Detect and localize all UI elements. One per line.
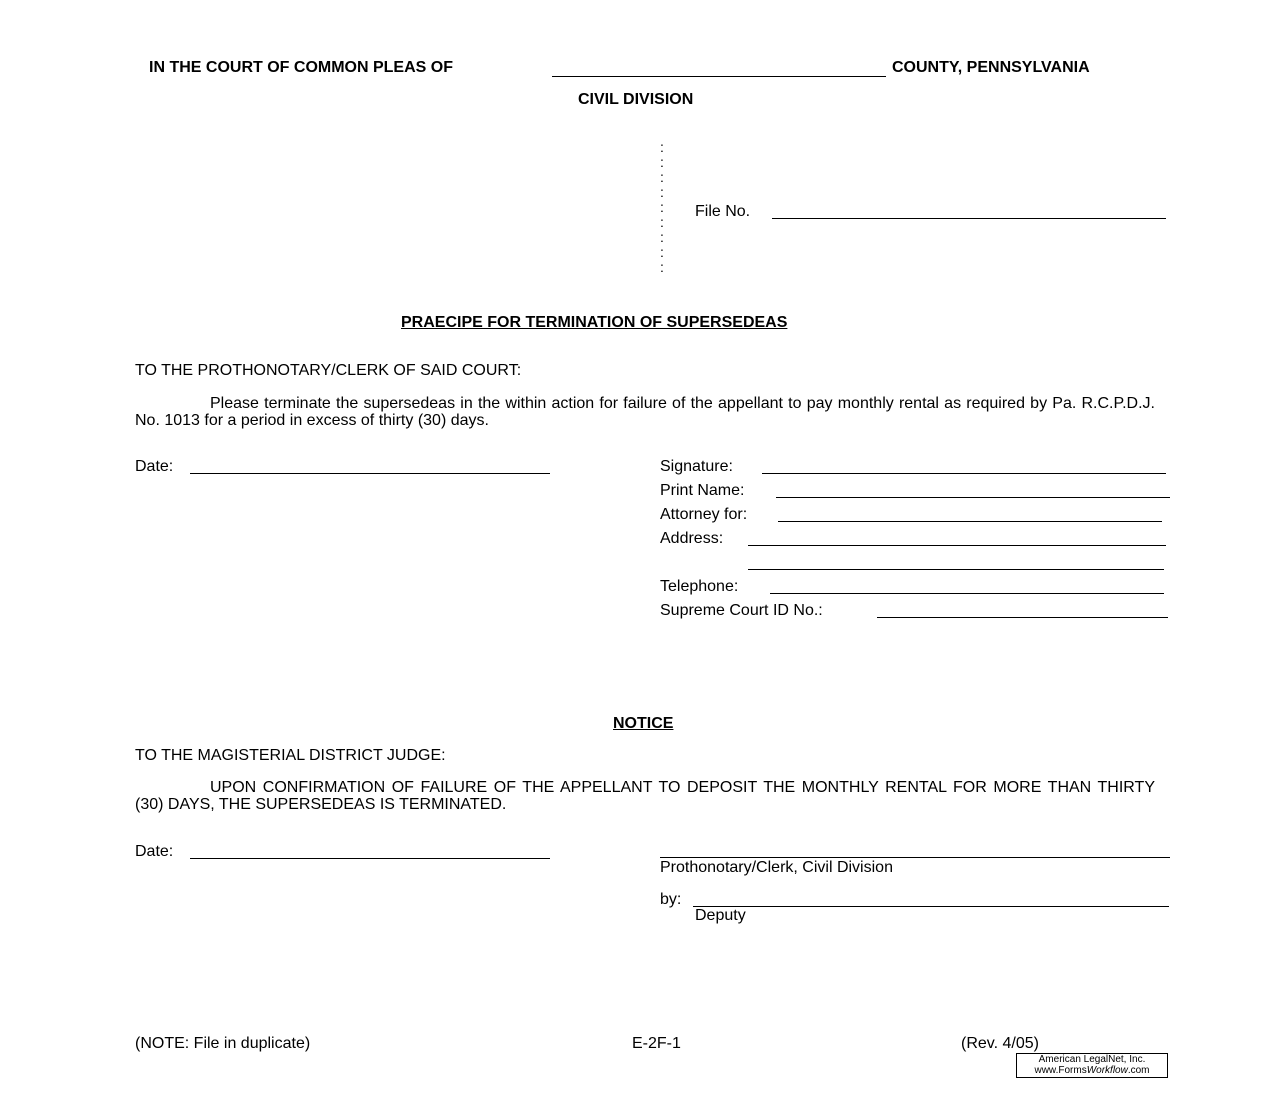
mdj-addressee: TO THE MAGISTERIAL DISTRICT JUDGE: — [135, 747, 446, 764]
file-no-line[interactable] — [772, 218, 1166, 219]
revision: (Rev. 4/05) — [961, 1035, 1039, 1052]
signature-label: Signature: — [660, 458, 733, 475]
notice-body — [135, 779, 1155, 813]
badge-url: www.FormsWorkflow.com — [1034, 1065, 1150, 1076]
praecipe-body — [135, 395, 1155, 429]
clerk-label: Prothonotary/Clerk, Civil Division — [660, 859, 893, 876]
date-label: Date: — [135, 458, 174, 475]
form-code: E-2F-1 — [632, 1035, 681, 1052]
print-name-label: Print Name: — [660, 482, 745, 499]
footer-note: (NOTE: File in duplicate) — [135, 1035, 311, 1052]
supreme-court-id-line[interactable] — [877, 617, 1168, 618]
telephone-label: Telephone: — [660, 578, 739, 595]
notice-date-line[interactable] — [190, 858, 550, 859]
badge-company: American LegalNet, Inc. — [1038, 1054, 1146, 1065]
address-line-2[interactable] — [748, 569, 1164, 570]
notice-title: NOTICE — [613, 715, 674, 732]
caption-colons: : : : : : : : : : — [660, 139, 664, 275]
court-prefix: IN THE COURT OF COMMON PLEAS OF — [149, 59, 453, 76]
praecipe-body-text: Please terminate the supersedeas in the within action for failure of the appellant to pay monthly rental as required by Pa. R.C.P.D.J. No. 1013 for a period in excess of thirty (30) days. — [135, 395, 1155, 429]
american-legalnet-badge — [1016, 1053, 1168, 1078]
attorney-for-line[interactable] — [778, 521, 1162, 522]
deputy-signature-line[interactable] — [693, 906, 1169, 907]
file-no-label: File No. — [695, 203, 751, 220]
division-title: CIVIL DIVISION — [578, 91, 694, 108]
prothonotary-addressee: TO THE PROTHONOTARY/CLERK OF SAID COURT: — [135, 362, 522, 379]
clerk-signature-line[interactable] — [660, 857, 1170, 858]
praecipe-title: PRAECIPE FOR TERMINATION OF SUPERSEDEAS — [401, 314, 788, 331]
county-blank-line[interactable] — [552, 76, 886, 77]
by-label: by: — [660, 891, 682, 908]
address-line-1[interactable] — [748, 545, 1166, 546]
deputy-label: Deputy — [695, 907, 746, 924]
court-suffix: COUNTY, PENNSYLVANIA — [892, 59, 1090, 76]
telephone-line[interactable] — [770, 593, 1164, 594]
supreme-court-id-label: Supreme Court ID No.: — [660, 602, 823, 619]
date-line[interactable] — [190, 473, 550, 474]
signature-line[interactable] — [762, 473, 1166, 474]
print-name-line[interactable] — [776, 497, 1170, 498]
notice-body-text: UPON CONFIRMATION OF FAILURE OF THE APPELLANT TO DEPOSIT THE MONTHLY RENTAL FOR MORE THAN THIRTY (30) DAYS, THE SUPERSEDEAS IS TERMINATED. — [135, 779, 1155, 813]
attorney-for-label: Attorney for: — [660, 506, 748, 523]
address-label: Address: — [660, 530, 724, 547]
notice-date-label: Date: — [135, 843, 174, 860]
